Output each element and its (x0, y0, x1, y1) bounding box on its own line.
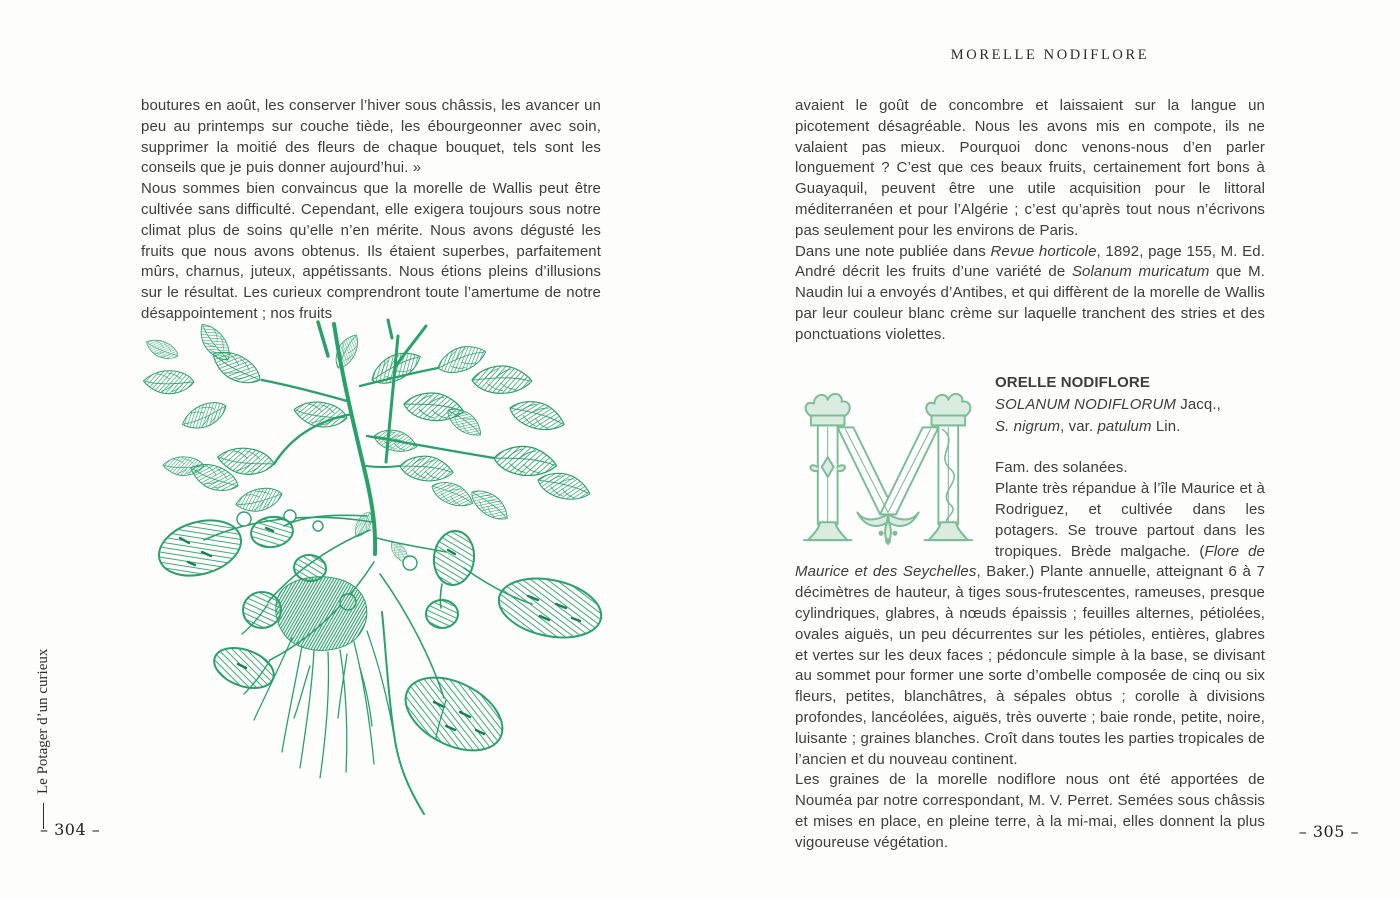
right-page-text-column (795, 96, 1265, 854)
left-page-text-column (141, 96, 601, 325)
ornate-initial-m (795, 376, 981, 548)
paragraph: boutures en août, les conserver l’hiver sous châssis, les avancer un peu au printemps sur couche tiède, les ébourgeonner avec soin, supprimer la moitié des fleurs de chaque bouquet, tels sont les conseils que je puis donner aujourd’hui. » (141, 97, 601, 177)
paragraph: Dans une note publiée dans Revue horticole, 1892, page 155, M. Ed. André décrit les fruits d’une variété de Solanum muricatum que M. Naudin lui a envoyés d’Antibes, et qui diffèrent de la morelle de Wallis par leur couleur blanc crème sur laquelle tranchent des stries et des ponctuations violettes. (795, 242, 1265, 343)
page-number-left: – 304 – (40, 820, 101, 839)
family-line: Fam. des solanées. (995, 459, 1128, 477)
running-head: MORELLE NODIFLORE (950, 47, 1150, 63)
entry-body: Fam. des solanées. Plante très répandue à l’île Maurice et à Rodriguez, et cultivée dans les potagers. Se trouve partout dans les tropiques. Brède malgache. (Flore de Maurice et des Seychelles, Baker.) Plante annuelle, atteignant 6 à 7 décimètres de hauteur, à tiges sous-frutescentes, rameuses, presque cylindriques, glabres, à nœuds épaissis ; feuilles alternes, pétiolées, ovales aiguës, un peu décurrentes sur les pétioles, entières, glabres et vertes sur les deux faces ; pédoncule simple à la base, se divisant au sommet pour former une sorte d’ombelle composée de cinq ou six fleurs, petites, blanchâtres, à sépales obtus ; corolle à divisions profondes, lancéolées, aiguës, très ouverte ; baie ronde, petite, noire, luisante ; graines blanches. Croît dans toutes les parties tropicales de l’ancien et du nouveau continent. (795, 459, 1266, 768)
entry-title: ORELLE NODIFLORE (995, 373, 1150, 391)
entry-heading: ORELLE NODIFLORE SOLANUM NODIFLORUM Jacq., S. nigrum, var. patulum Lin. (995, 373, 1221, 436)
page-number-right: – 305 – (1298, 822, 1359, 841)
potato-plant-engraving-icon (142, 316, 640, 824)
species-entry (795, 372, 1265, 854)
book-title-text: Le Potager d’un curieux (35, 648, 51, 794)
paragraph: avaient le goût de concombre et laissaient sur la langue un picotement désagréable. Nous les avons mis en compote, ils ne valaient pas mieux. Pourquoi donc venons-nous d’en parler longuement ? C’est que ces beaux fruits, certainement fort bons à Guayaquil, peuvent être une utile acquisition pour le littoral méditerranéen et pour l’Algérie ; c’est qu’après tout nous n’écrivons pas seulement pour les environs de Paris. (795, 97, 1265, 239)
paragraph: Nous sommes bien convaincus que la morelle de Wallis peut être cultivée sans difficulté. Cependant, elle exigera toujours sous notre climat plus de soins qu’elle n’en mérite. Nous avons dégusté les fruits que nous avons obtenus. Ils étaient superbes, parfaitement mûrs, charnus, juteux, appétissants. Nous étions pleins d’illusions sur le résultat. Les curieux comprendront toute l’amertume de notre désappointement ; nos fruits (141, 180, 601, 322)
entry-latin-name: SOLANUM NODIFLORUM (995, 395, 1176, 413)
paragraph: Les graines de la morelle nodiflore nous ont été apportées de Nouméa par notre correspondant, M. V. Perret. Semées sous châssis et mises en place, en pleine terre, à la mi-mai, elles donnent la plus vigoureuse végétation. (795, 771, 1265, 851)
potato-plant-illustration (142, 316, 640, 824)
sidebar-book-title (35, 649, 52, 829)
